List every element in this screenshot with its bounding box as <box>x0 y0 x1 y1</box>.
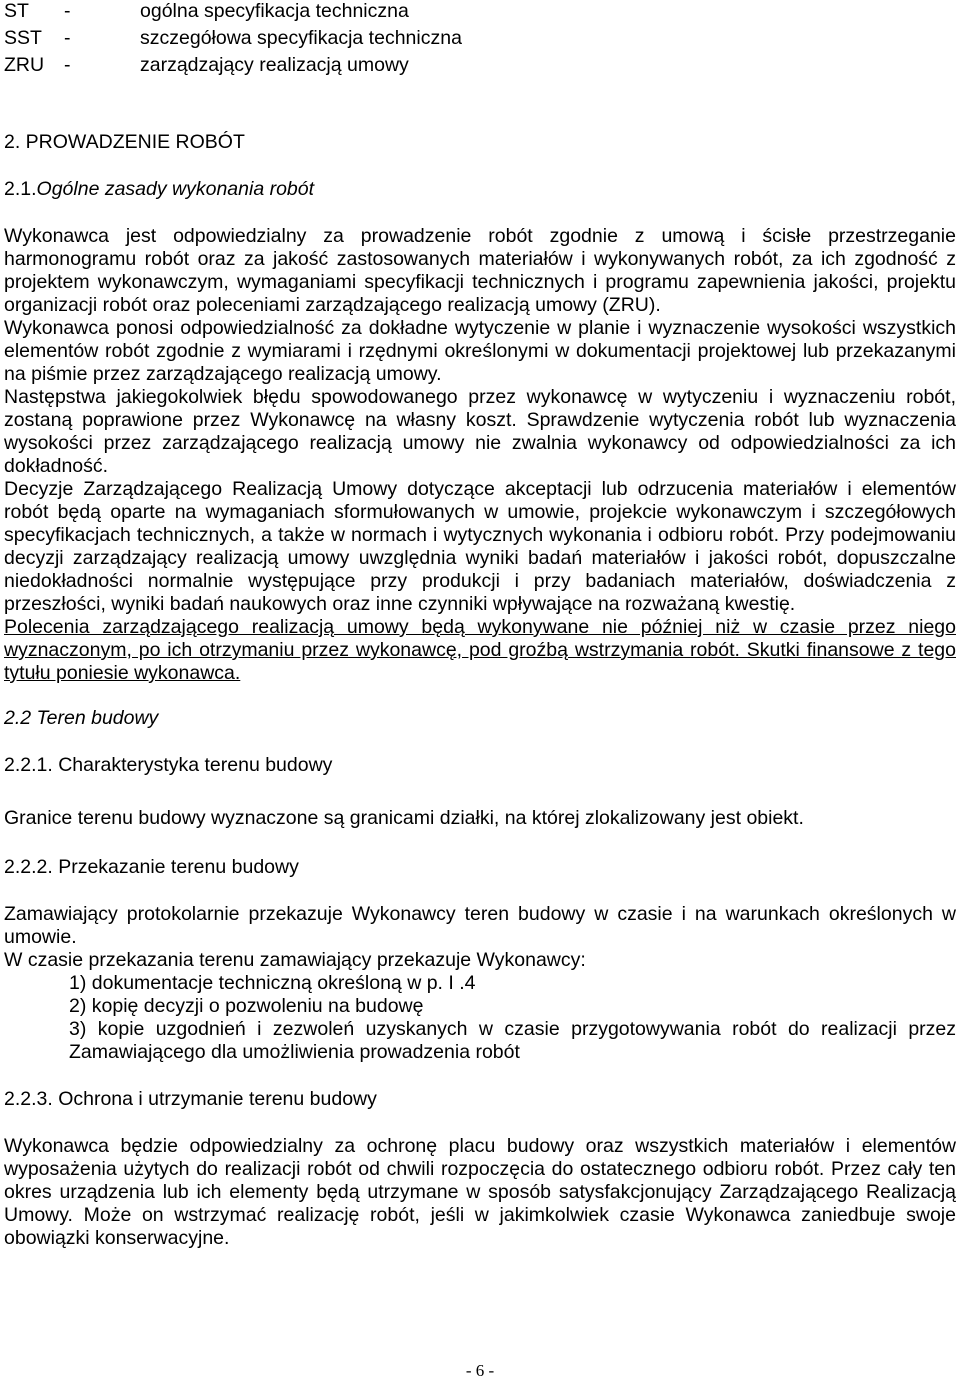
section-2-2-heading: 2.2 Teren budowy <box>4 707 159 729</box>
section-2-1-title: Ogólne zasady wykonania robót <box>36 178 315 200</box>
section-2-2-3-heading: 2.2.3. Ochrona i utrzymanie terenu budowy <box>4 1088 377 1110</box>
abbreviation-row <box>4 54 956 77</box>
abbreviation-value: szczegółowa specyfikacja techniczna <box>140 27 462 49</box>
abbreviation-dash: - <box>64 0 71 22</box>
abbreviation-value: ogólna specyfikacja techniczna <box>140 0 409 22</box>
handover-list <box>4 972 956 1064</box>
abbreviations-list <box>4 0 956 77</box>
section-2-1-number: 2.1. <box>4 178 37 200</box>
paragraph: W czasie przekazania terenu zamawiający przekazuje Wykonawcy: <box>4 949 586 971</box>
page-number: - 6 - <box>465 1361 495 1380</box>
list-item: 2) kopię decyzji o pozwoleniu na budowę <box>69 995 424 1017</box>
abbreviation-key: ST <box>4 0 29 22</box>
section-2-2-1-heading: 2.2.1. Charakterystyka terenu budowy <box>4 754 333 776</box>
abbreviation-dash: - <box>64 54 71 76</box>
document-page <box>4 0 956 1250</box>
paragraph: Granice terenu budowy wyznaczone są granicami działki, na której zlokalizowany jest obiekt. <box>4 807 804 829</box>
abbreviation-row <box>4 0 956 27</box>
paragraph: Następstwa jakiegokolwiek błędu spowodowanego przez wykonawcę w wytyczeniu i wyznaczeniu robót, zostaną poprawione przez Wykonawcę na własny koszt. Sprawdzenie wytyczenia robót lub wyznaczenia wysokości przez zarządzającego realizacją umowy nie zwalnia wykonawcy od odpowiedzialności za ich dokładność. <box>4 386 956 477</box>
abbreviation-key: ZRU <box>4 54 45 76</box>
underlined-paragraph: Polecenia zarządzającego realizacją umowy będą wykonywane nie później niż w czasie przez niego wyznaczonym, po ich otrzymaniu przez wykonawcę, pod groźbą wstrzymania robót. Skutki finansowe z tego tytułu poniesie wykonawca. <box>4 616 956 684</box>
paragraph: Wykonawca będzie odpowiedzialny za ochronę placu budowy oraz wszystkich materiałów i elementów wyposażenia użytych do realizacji robót od chwili rozpoczęcia do ostatecznego odbioru robót. Przez cały ten okres urządzenia lub ich elementy będą utrzymane w sposób satysfakcjonujący Zarządzającego Realizacją Umowy. Może on wstrzymać realizację robót, jeśli w jakimkolwiek czasie Wykonawca zaniedbuje swoje obowiązki konserwacyjne. <box>4 1135 956 1249</box>
section-2-1-heading <box>4 178 956 201</box>
list-item: 1) dokumentacje techniczną określoną w p. I .4 <box>69 972 476 994</box>
abbreviation-row <box>4 27 956 54</box>
paragraph: Wykonawca ponosi odpowiedzialność za dokładne wytyczenie w planie i wyznaczenie wysokości wszystkich elementów robót zgodnie z wymiarami i rzędnymi określonymi w dokumentacji projektowej lub przekazanymi na piśmie przez zarządzającego realizacją umowy. <box>4 317 956 385</box>
paragraph: Zamawiający protokolarnie przekazuje Wykonawcy teren budowy w czasie i na warunkach określonych w umowie. <box>4 903 956 948</box>
list-item: 3) kopie uzgodnień i zezwoleń uzyskanych w czasie przygotowywania robót do realizacji przez Zamawiającego dla umożliwienia prowadzenia robót <box>69 1018 956 1063</box>
abbreviation-key: SST <box>4 27 42 49</box>
abbreviation-dash: - <box>64 27 71 49</box>
abbreviation-value: zarządzający realizacją umowy <box>140 54 409 76</box>
section-2-2-2-heading: 2.2.2. Przekazanie terenu budowy <box>4 856 299 878</box>
paragraph: Decyzje Zarządzającego Realizacją Umowy dotyczące akceptacji lub odrzucenia materiałów i elementów robót będą oparte na wymaganiach sformułowanych w umowie, projekcie wykonawczym i szczegółowych specyfikacjach technicznych, a także w normach i wytycznych wykonania i odbioru robót. Przy podejmowaniu decyzji zarządzający realizacją umowy uwzględnia wyniki badań materiałów i jakości robót, dopuszczalne niedokładności normalnie występujące przy produkcji i przy badaniach materiałów, doświadczenia z przeszłości, wyniki badań naukowych oraz inne czynniki wpływające na rozważaną kwestię. <box>4 478 956 615</box>
paragraph: Wykonawca jest odpowiedzialny za prowadzenie robót zgodnie z umową i ścisłe przestrzeganie harmonogramu robót oraz za jakość zastosowanych materiałów i wykonywanych robót, za ich zgodność z projektem wykonawczym, wymaganiami specyfikacji technicznych i programu zapewnienia jakości, projektu organizacji robót oraz poleceniami zarządzającego realizacją umowy (ZRU). <box>4 225 956 316</box>
section-2-heading: 2. PROWADZENIE ROBÓT <box>4 131 245 153</box>
